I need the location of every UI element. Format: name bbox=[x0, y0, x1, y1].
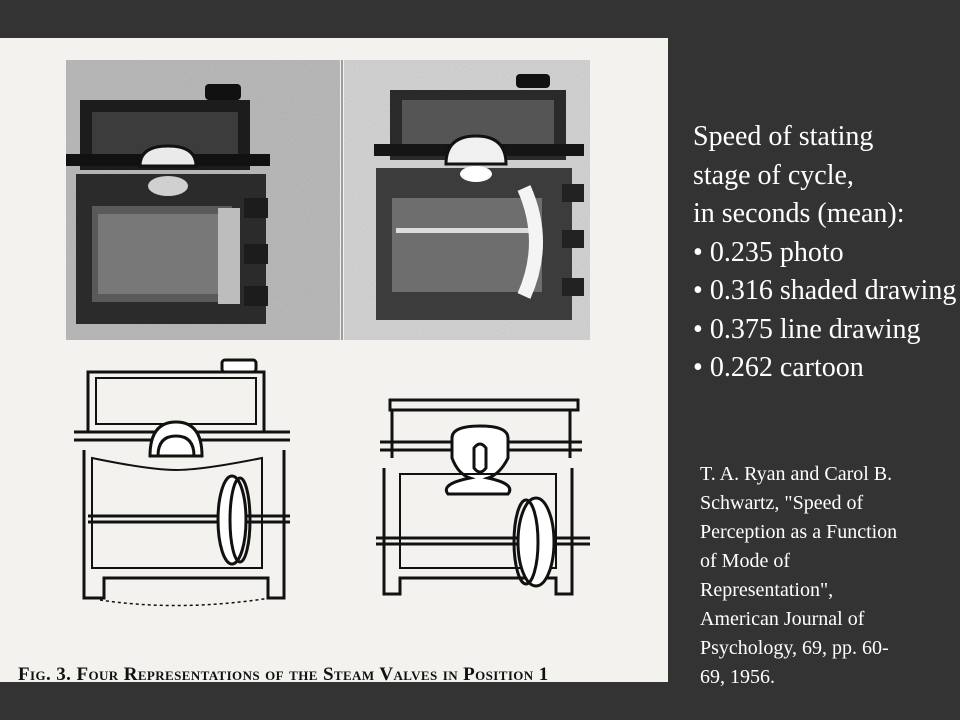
speed-item-cartoon: • 0.262 cartoon bbox=[693, 349, 960, 388]
speed-item-line-drawing: • 0.375 line drawing bbox=[693, 311, 960, 350]
figure-panel bbox=[0, 38, 668, 682]
citation-line: 69, 1956. bbox=[700, 666, 775, 688]
figure-caption: Fig. 3. Four Representations of the Steam Valves in Position 1 bbox=[18, 664, 549, 682]
cartoon-panel bbox=[376, 400, 590, 594]
shaded-drawing-panel bbox=[344, 60, 590, 340]
speed-summary bbox=[693, 118, 960, 388]
speed-title-line: in seconds (mean): bbox=[693, 198, 905, 229]
speed-item-photo: • 0.235 photo bbox=[693, 234, 960, 273]
citation-line: Representation", bbox=[700, 579, 834, 601]
citation bbox=[700, 460, 950, 692]
citation-line: T. A. Ryan and Carol B. bbox=[700, 463, 893, 485]
citation-line: American Journal of bbox=[700, 608, 865, 630]
speed-list bbox=[693, 234, 960, 388]
citation-line: of Mode of bbox=[700, 550, 790, 572]
speed-title-line: Speed of stating bbox=[693, 121, 874, 152]
citation-line: Perception as a Function bbox=[700, 521, 898, 543]
speed-item-shaded-drawing: • 0.316 shaded drawing bbox=[693, 272, 960, 311]
line-drawing-panel bbox=[74, 360, 290, 606]
speed-title-line: stage of cycle, bbox=[693, 159, 854, 191]
citation-line: Schwartz, "Speed of bbox=[700, 492, 864, 514]
steam-valve-figure bbox=[0, 38, 668, 682]
photo-panel bbox=[66, 60, 340, 340]
citation-line: Psychology, 69, pp. 60- bbox=[700, 637, 889, 659]
